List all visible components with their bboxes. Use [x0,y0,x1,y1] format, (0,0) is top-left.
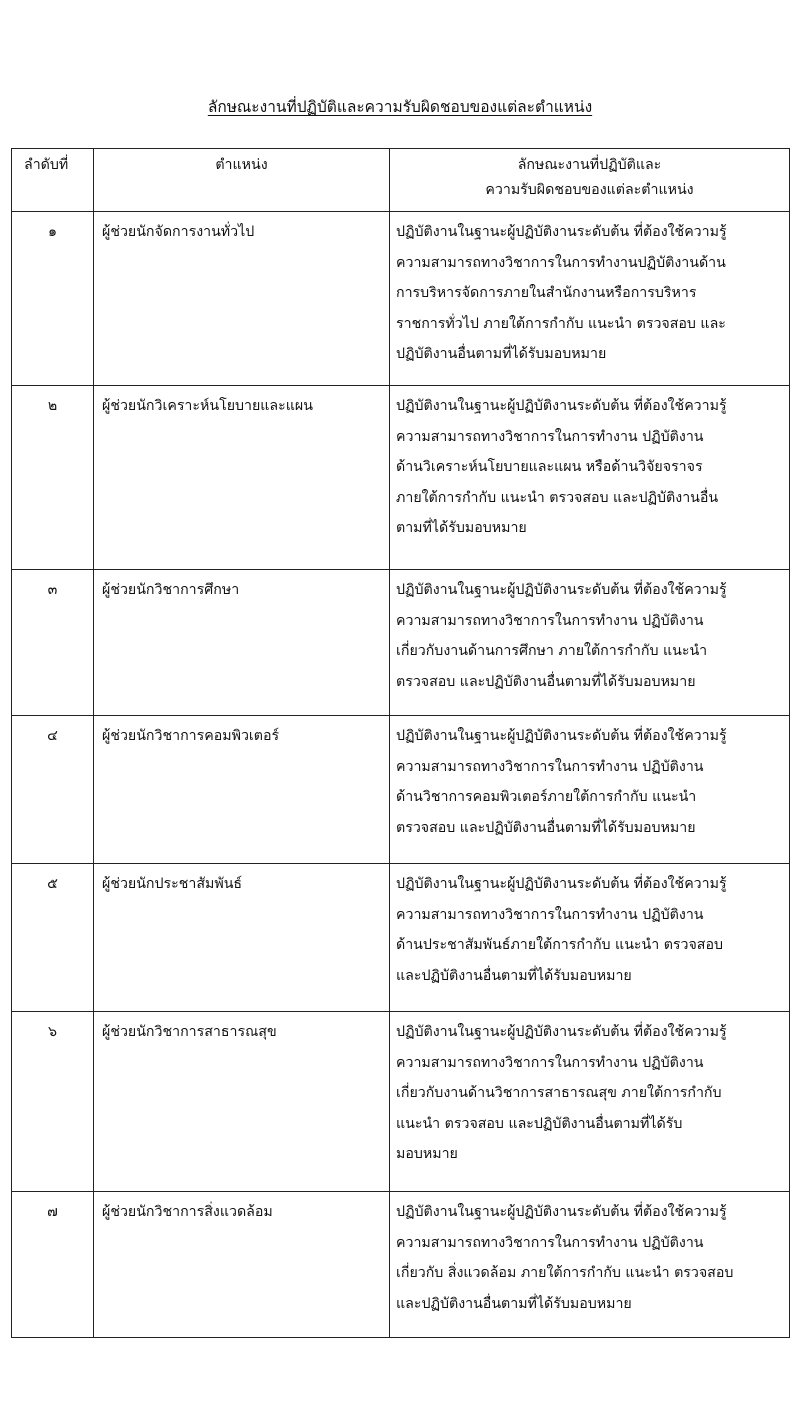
header-duties-line-1: ลักษณะงานที่ปฏิบัติและ [517,157,662,173]
duties-text-line: ปฏิบัติงานในฐานะผู้ปฏิบัติงานระดับต้น ที่ต้องใช้ความรู้ [396,224,727,240]
duties-text-line: ความสามารถทางวิชาการในการทำงาน ปฏิบัติงาน [396,906,704,923]
table-row [12,716,790,864]
duties-text-line: ปฏิบัติงานในฐานะผู้ปฏิบัติงานระดับต้น ที่ต้องใช้ความรู้ [396,876,727,892]
duties-text-line: ความสามารถทางวิชาการในการทำงาน ปฏิบัติงาน [396,1054,704,1071]
row-sequence-number: ๗ [12,1192,94,1338]
duties-text-line: แนะนำ ตรวจสอบ และปฏิบัติงานอื่นตามที่ได้รับ [396,1115,683,1132]
row-sequence-number: ๕ [12,864,94,1012]
table-row [12,1012,790,1192]
duties-text-line: เกี่ยวกับงานด้านวิชาการสาธารณสุข ภายใต้การกำกับ [396,1085,722,1101]
table-row [12,570,790,716]
duties-text-line: ปฏิบัติงานอื่นตามที่ได้รับมอบหมาย [396,346,607,362]
duties-text-line: ด้านประชาสัมพันธ์ภายใต้การกำกับ แนะนำ ตรวจสอบ [396,937,723,953]
row-duties-description [390,864,790,1012]
header-sequence: ลำดับที่ [12,149,94,212]
duties-text-line: ความสามารถทางวิชาการในการทำงาน ปฏิบัติงาน [396,428,704,445]
row-position-title: ผู้ช่วยนักวิชาการสิ่งแวดล้อม [94,1192,390,1338]
page-title: ลักษณะงานที่ปฏิบัติและความรับผิดชอบของแต่ละตำแหน่ง [207,98,593,116]
duties-text-line: ปฏิบัติงานในฐานะผู้ปฏิบัติงานระดับต้น ที่ต้องใช้ความรู้ [396,582,727,598]
header-duties [390,149,790,212]
row-position-title: ผู้ช่วยนักวิชาการศึกษา [94,570,390,716]
row-position-title: ผู้ช่วยนักวิชาการสาธารณสุข [94,1012,390,1192]
row-position-title: ผู้ช่วยนักจัดการงานทั่วไป [94,212,390,386]
duties-text-line: ปฏิบัติงานในฐานะผู้ปฏิบัติงานระดับต้น ที่ต้องใช้ความรู้ [396,1204,727,1220]
row-duties-description [390,716,790,864]
row-position-title: ผู้ช่วยนักวิเคราะห์นโยบายและแผน [94,386,390,570]
duties-text-line: ปฏิบัติงานในฐานะผู้ปฏิบัติงานระดับต้น ที่ต้องใช้ความรู้ [396,728,727,744]
duties-text-line: การบริหารจัดการภายในสำนักงานหรือการบริหาร [396,285,697,301]
duties-text-line: มอบหมาย [396,1146,458,1162]
duties-text-line: เกี่ยวกับงานด้านการศึกษา ภายใต้การกำกับ แนะนำ [396,643,708,659]
header-duties-line-2: ความรับผิดชอบของแต่ละตำแหน่ง [485,182,694,198]
row-sequence-number: ๔ [12,716,94,864]
duties-text-line: ราชการทั่วไป ภายใต้การกำกับ แนะนำ ตรวจสอบ และ [396,315,726,332]
row-position-title: ผู้ช่วยนักวิชาการคอมพิวเตอร์ [94,716,390,864]
duties-text-line: ตรวจสอบ และปฏิบัติงานอื่นตามที่ได้รับมอบหมาย [396,673,696,690]
duties-text-line: ความสามารถทางวิชาการในการทำงาน ปฏิบัติงาน [396,758,704,775]
duties-text-line: ด้านวิเคราะห์นโยบายและแผน หรือด้านวิจัยจราจร [396,459,703,475]
duties-text-line: ตรวจสอบ และปฏิบัติงานอื่นตามที่ได้รับมอบหมาย [396,819,696,836]
duties-text-line: ปฏิบัติงานในฐานะผู้ปฏิบัติงานระดับต้น ที่ต้องใช้ความรู้ [396,1024,727,1040]
row-duties-description [390,1192,790,1338]
table-row [12,212,790,386]
row-duties-description [390,386,790,570]
duties-text-line: ด้านวิชาการคอมพิวเตอร์ภายใต้การกำกับ แนะนำ [396,789,697,805]
duties-text-line: ปฏิบัติงานในฐานะผู้ปฏิบัติงานระดับต้น ที่ต้องใช้ความรู้ [396,398,727,414]
duties-table [11,148,790,1338]
row-sequence-number: ๒ [12,386,94,570]
duties-text-line: เกี่ยวกับ สิ่งแวดล้อม ภายใต้การกำกับ แนะนำ ตรวจสอบ [396,1265,734,1281]
row-sequence-number: ๓ [12,570,94,716]
table-row [12,1192,790,1338]
duties-text-line: ความสามารถทางวิชาการในการทำงาน ปฏิบัติงาน [396,612,704,629]
duties-text-line: ตามที่ได้รับมอบหมาย [396,520,527,536]
row-duties-description [390,212,790,386]
table-row [12,864,790,1012]
duties-text-line: ภายใต้การกำกับ แนะนำ ตรวจสอบ และปฏิบัติงานอื่น [396,489,719,506]
duties-text-line: ความสามารถทางวิชาการในการทำงาน ปฏิบัติงาน [396,1234,704,1251]
header-position: ตำแหน่ง [94,149,390,212]
row-duties-description [390,1012,790,1192]
row-duties-description [390,570,790,716]
table-row [12,386,790,570]
duties-text-line: และปฏิบัติงานอื่นตามที่ได้รับมอบหมาย [396,967,632,984]
duties-text-line: ความสามารถทางวิชาการในการทำงานปฏิบัติงานด้าน [396,254,726,271]
duties-text-line: และปฏิบัติงานอื่นตามที่ได้รับมอบหมาย [396,1295,632,1312]
row-sequence-number: ๖ [12,1012,94,1192]
table-header-row [12,149,790,212]
row-sequence-number: ๑ [12,212,94,386]
row-position-title: ผู้ช่วยนักประชาสัมพันธ์ [94,864,390,1012]
